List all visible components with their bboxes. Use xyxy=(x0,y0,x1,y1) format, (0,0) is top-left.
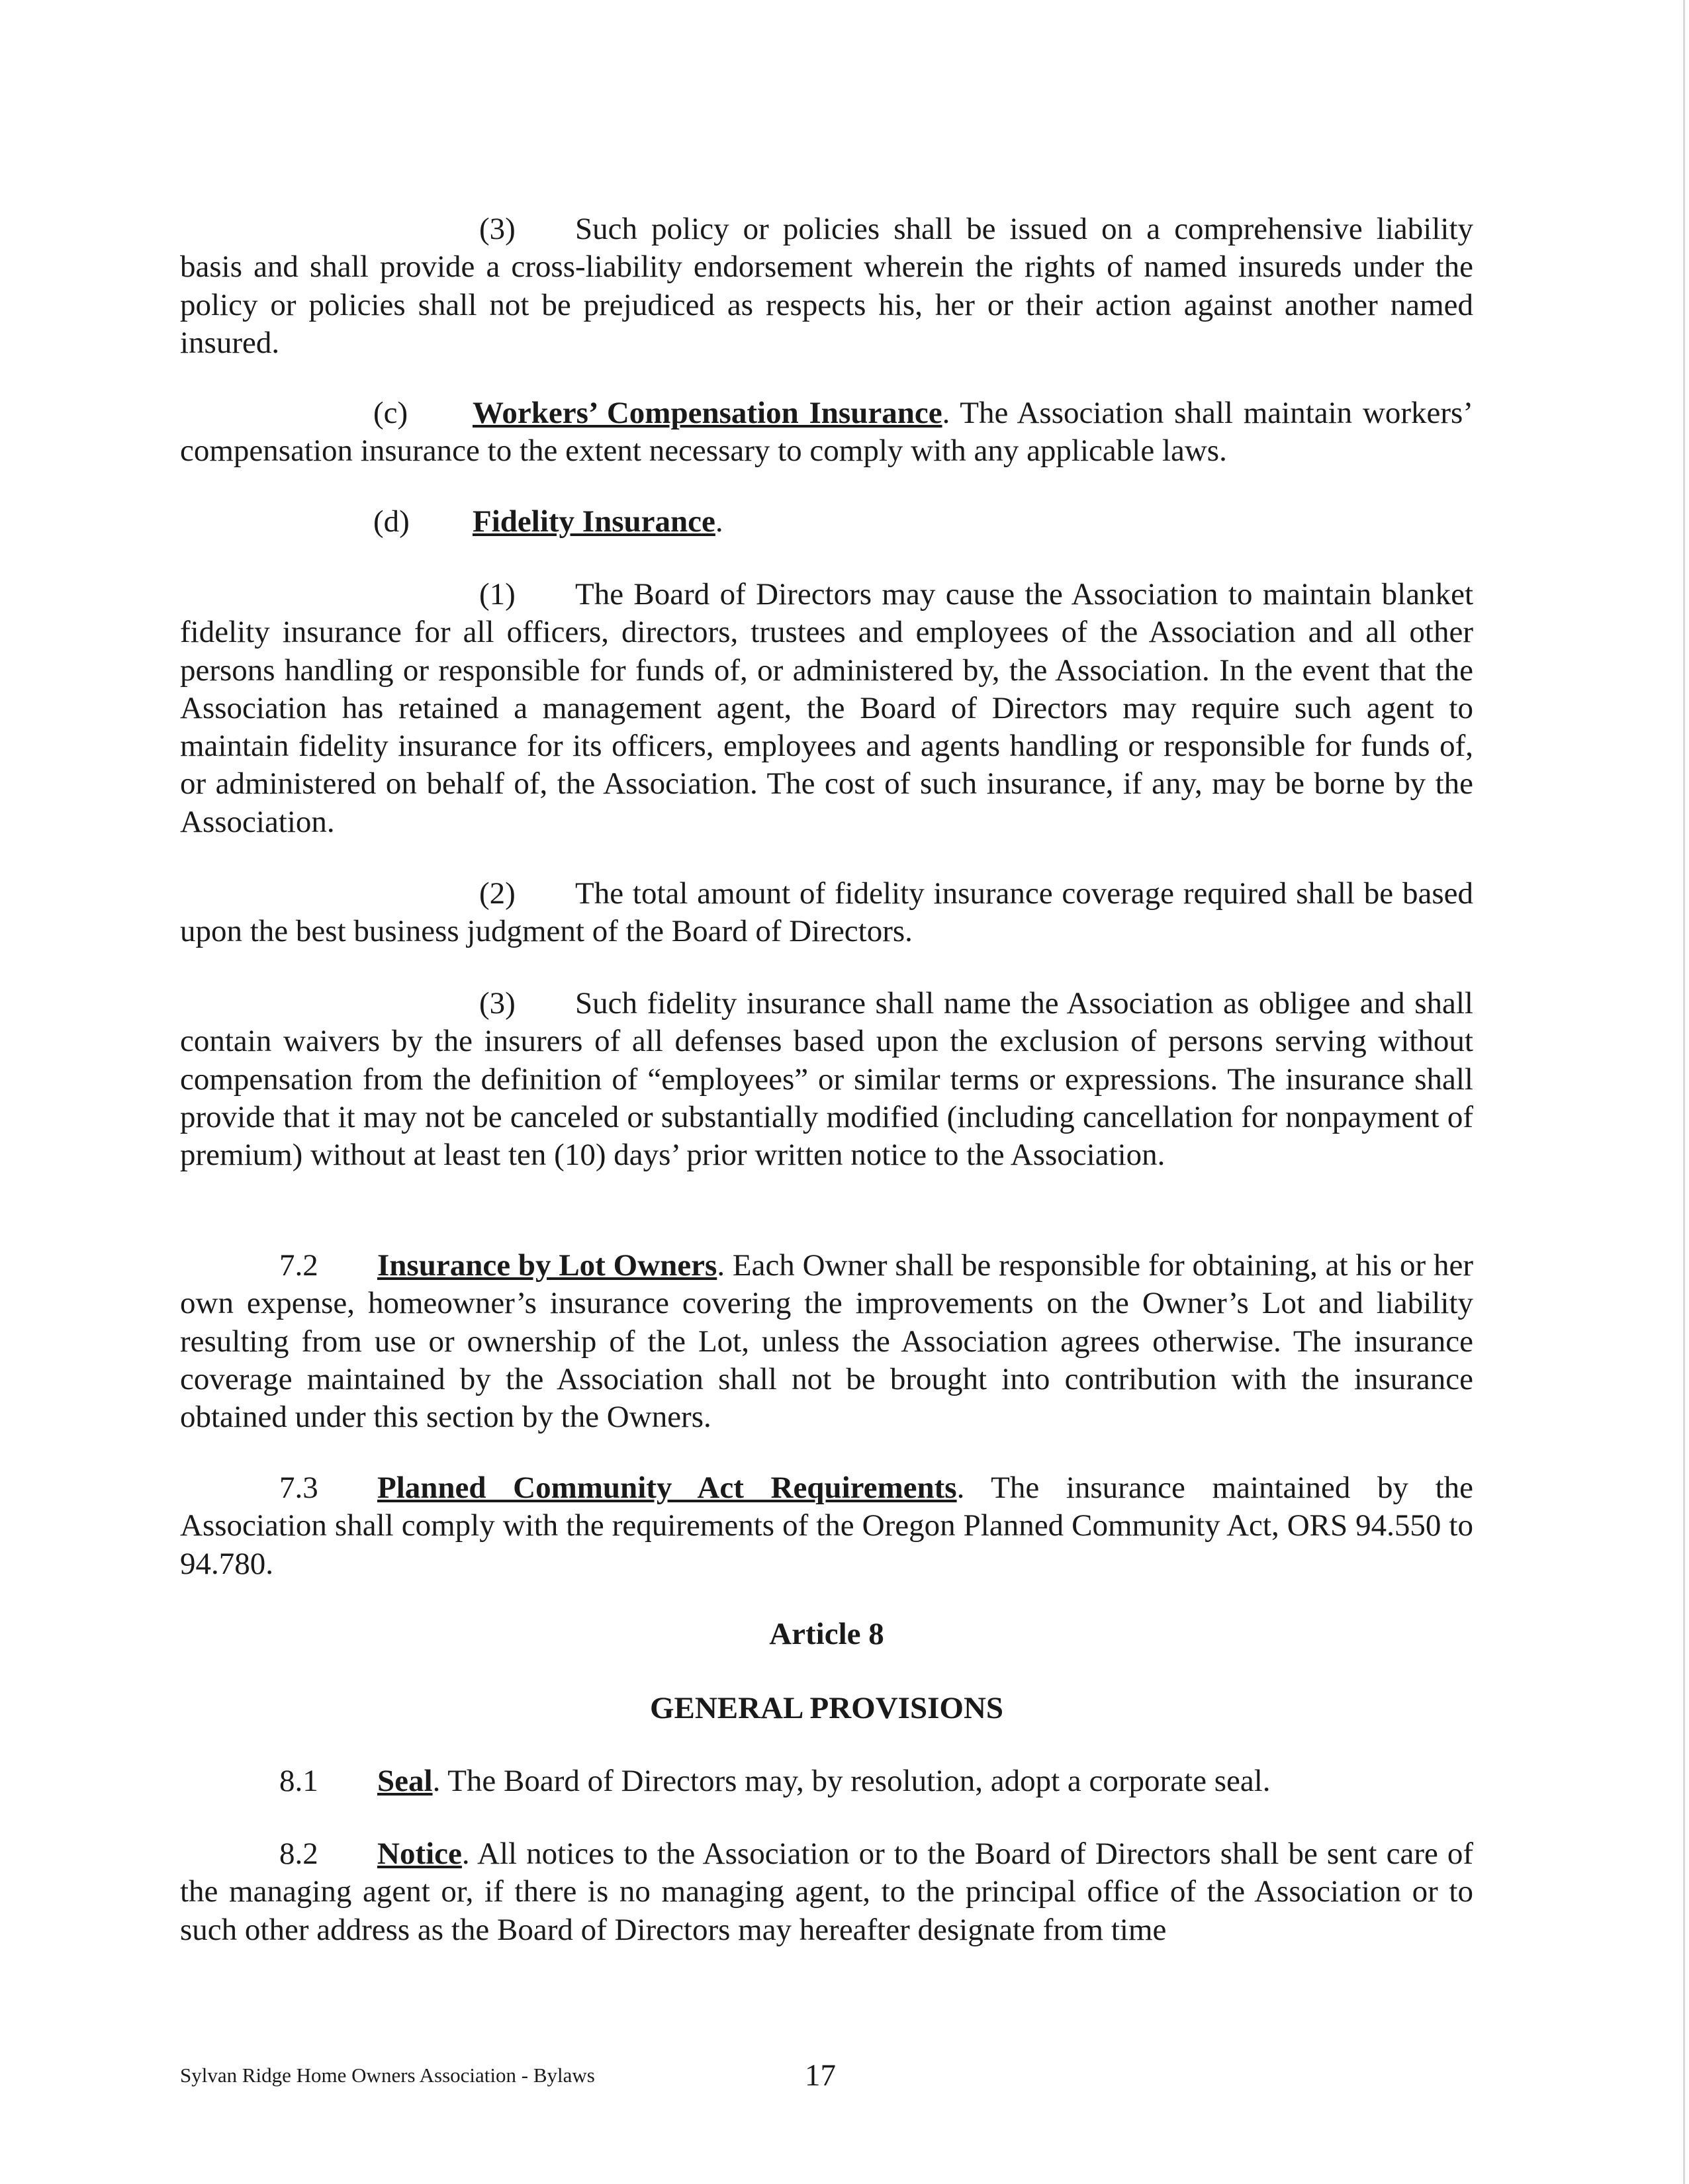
paragraph-7-3 xyxy=(180,1469,1473,1583)
paragraph-7-2 xyxy=(180,1247,1473,1436)
section-heading: Notice xyxy=(377,1837,462,1871)
paragraph-d xyxy=(180,503,1473,541)
section-heading: Planned Community Act Requirements xyxy=(377,1471,957,1505)
paragraph-text: Such policy or policies shall be issued on a comprehensive liability basis and shall provide a cross-liability endorsement wherein the rights of named insureds under the policy or policies shall not be prejudiced as respects his, her or their action against another named insured. xyxy=(180,212,1473,360)
paragraph-text: . Each Owner shall be responsible for obtaining, at his or her own expense, homeowner’s insurance covering the improvements on the Owner’s Lot and liability resulting from use or ownership of the Lot, unless the Association agrees otherwise. The insurance coverage maintained by the Association shall not be brought into contribution with the insurance obtained under this section by the Owners. xyxy=(180,1248,1474,1435)
paragraph-8-1 xyxy=(180,1762,1473,1800)
paragraph-text: . All notices to the Association or to the Board of Directors shall be sent care of the managing agent or, if there is no managing agent, to the principal office of the Association or to such other address as the Board of Directors may hereafter designate from time xyxy=(180,1837,1473,1947)
section-number: 7.3 xyxy=(279,1471,318,1505)
paragraph-d3 xyxy=(180,985,1473,1174)
paragraph-text: . xyxy=(715,504,723,539)
paragraph-text: . The Board of Directors may, by resolution, adopt a corporate seal. xyxy=(432,1764,1271,1798)
article-title: GENERAL PROVISIONS xyxy=(649,1691,1004,1725)
paragraph-number: (2) xyxy=(479,876,516,911)
paragraph-number: (c) xyxy=(373,396,408,430)
paragraph-text: . The insurance maintained by the Association shall comply with the requirements of the Oregon Planned Community Act, ORS 94.550 to 94.780. xyxy=(180,1471,1473,1581)
paragraph-d1 xyxy=(180,576,1473,841)
section-number: 8.2 xyxy=(279,1837,318,1871)
article-label: Article 8 xyxy=(769,1617,884,1651)
paragraph-text: . The Association shall maintain workers’ compensation insurance to the extent necessary to comply with any applicable laws. xyxy=(180,396,1473,469)
paragraph-8-2 xyxy=(180,1835,1473,1949)
paragraph-number: (3) xyxy=(479,212,516,246)
paragraph-b3 xyxy=(180,210,1473,362)
page-edge-line xyxy=(1683,0,1685,2184)
section-heading: Insurance by Lot Owners xyxy=(377,1248,717,1283)
paragraph-text: The Board of Directors may cause the Association to maintain blanket fidelity insurance for all officers, directors, trustees and employees of the Association and all other persons handling or responsible for funds of, or administered by, the Association. In the event that the Association has retained a management agent, the Board of Directors may require such agent to maintain fidelity insurance for its officers, employees and agents handling or responsible for funds of, or administered on behalf of, the Association. The cost of such insurance, if any, may be borne by the Association. xyxy=(180,577,1473,839)
paragraph-text: The total amount of fidelity insurance coverage required shall be based upon the best business judgment of the Board of Directors. xyxy=(180,876,1473,949)
section-heading: Workers’ Compensation Insurance xyxy=(473,396,942,430)
paragraph-number: (1) xyxy=(479,577,516,612)
paragraph-c xyxy=(180,394,1473,471)
paragraph-number: (3) xyxy=(479,986,516,1021)
footer-document-title: Sylvan Ridge Home Owners Association - Bylaws xyxy=(180,2064,595,2087)
section-number: 7.2 xyxy=(279,1248,318,1283)
section-number: 8.1 xyxy=(279,1764,318,1798)
paragraph-text: Such fidelity insurance shall name the Association as obligee and shall contain waivers by the insurers of all defenses based upon the exclusion of persons serving without compensation from the definition of “employees” or similar terms or expressions. The insurance shall provide that it may not be canceled or substantially modified (including cancellation for nonpayment of premium) without at least ten (10) days’ prior written notice to the Association. xyxy=(180,986,1473,1173)
paragraph-d2 xyxy=(180,875,1473,951)
footer-page-number: 17 xyxy=(805,2058,836,2093)
section-heading: Fidelity Insurance xyxy=(473,504,715,539)
section-heading: Seal xyxy=(377,1764,433,1798)
paragraph-number: (d) xyxy=(373,504,410,539)
